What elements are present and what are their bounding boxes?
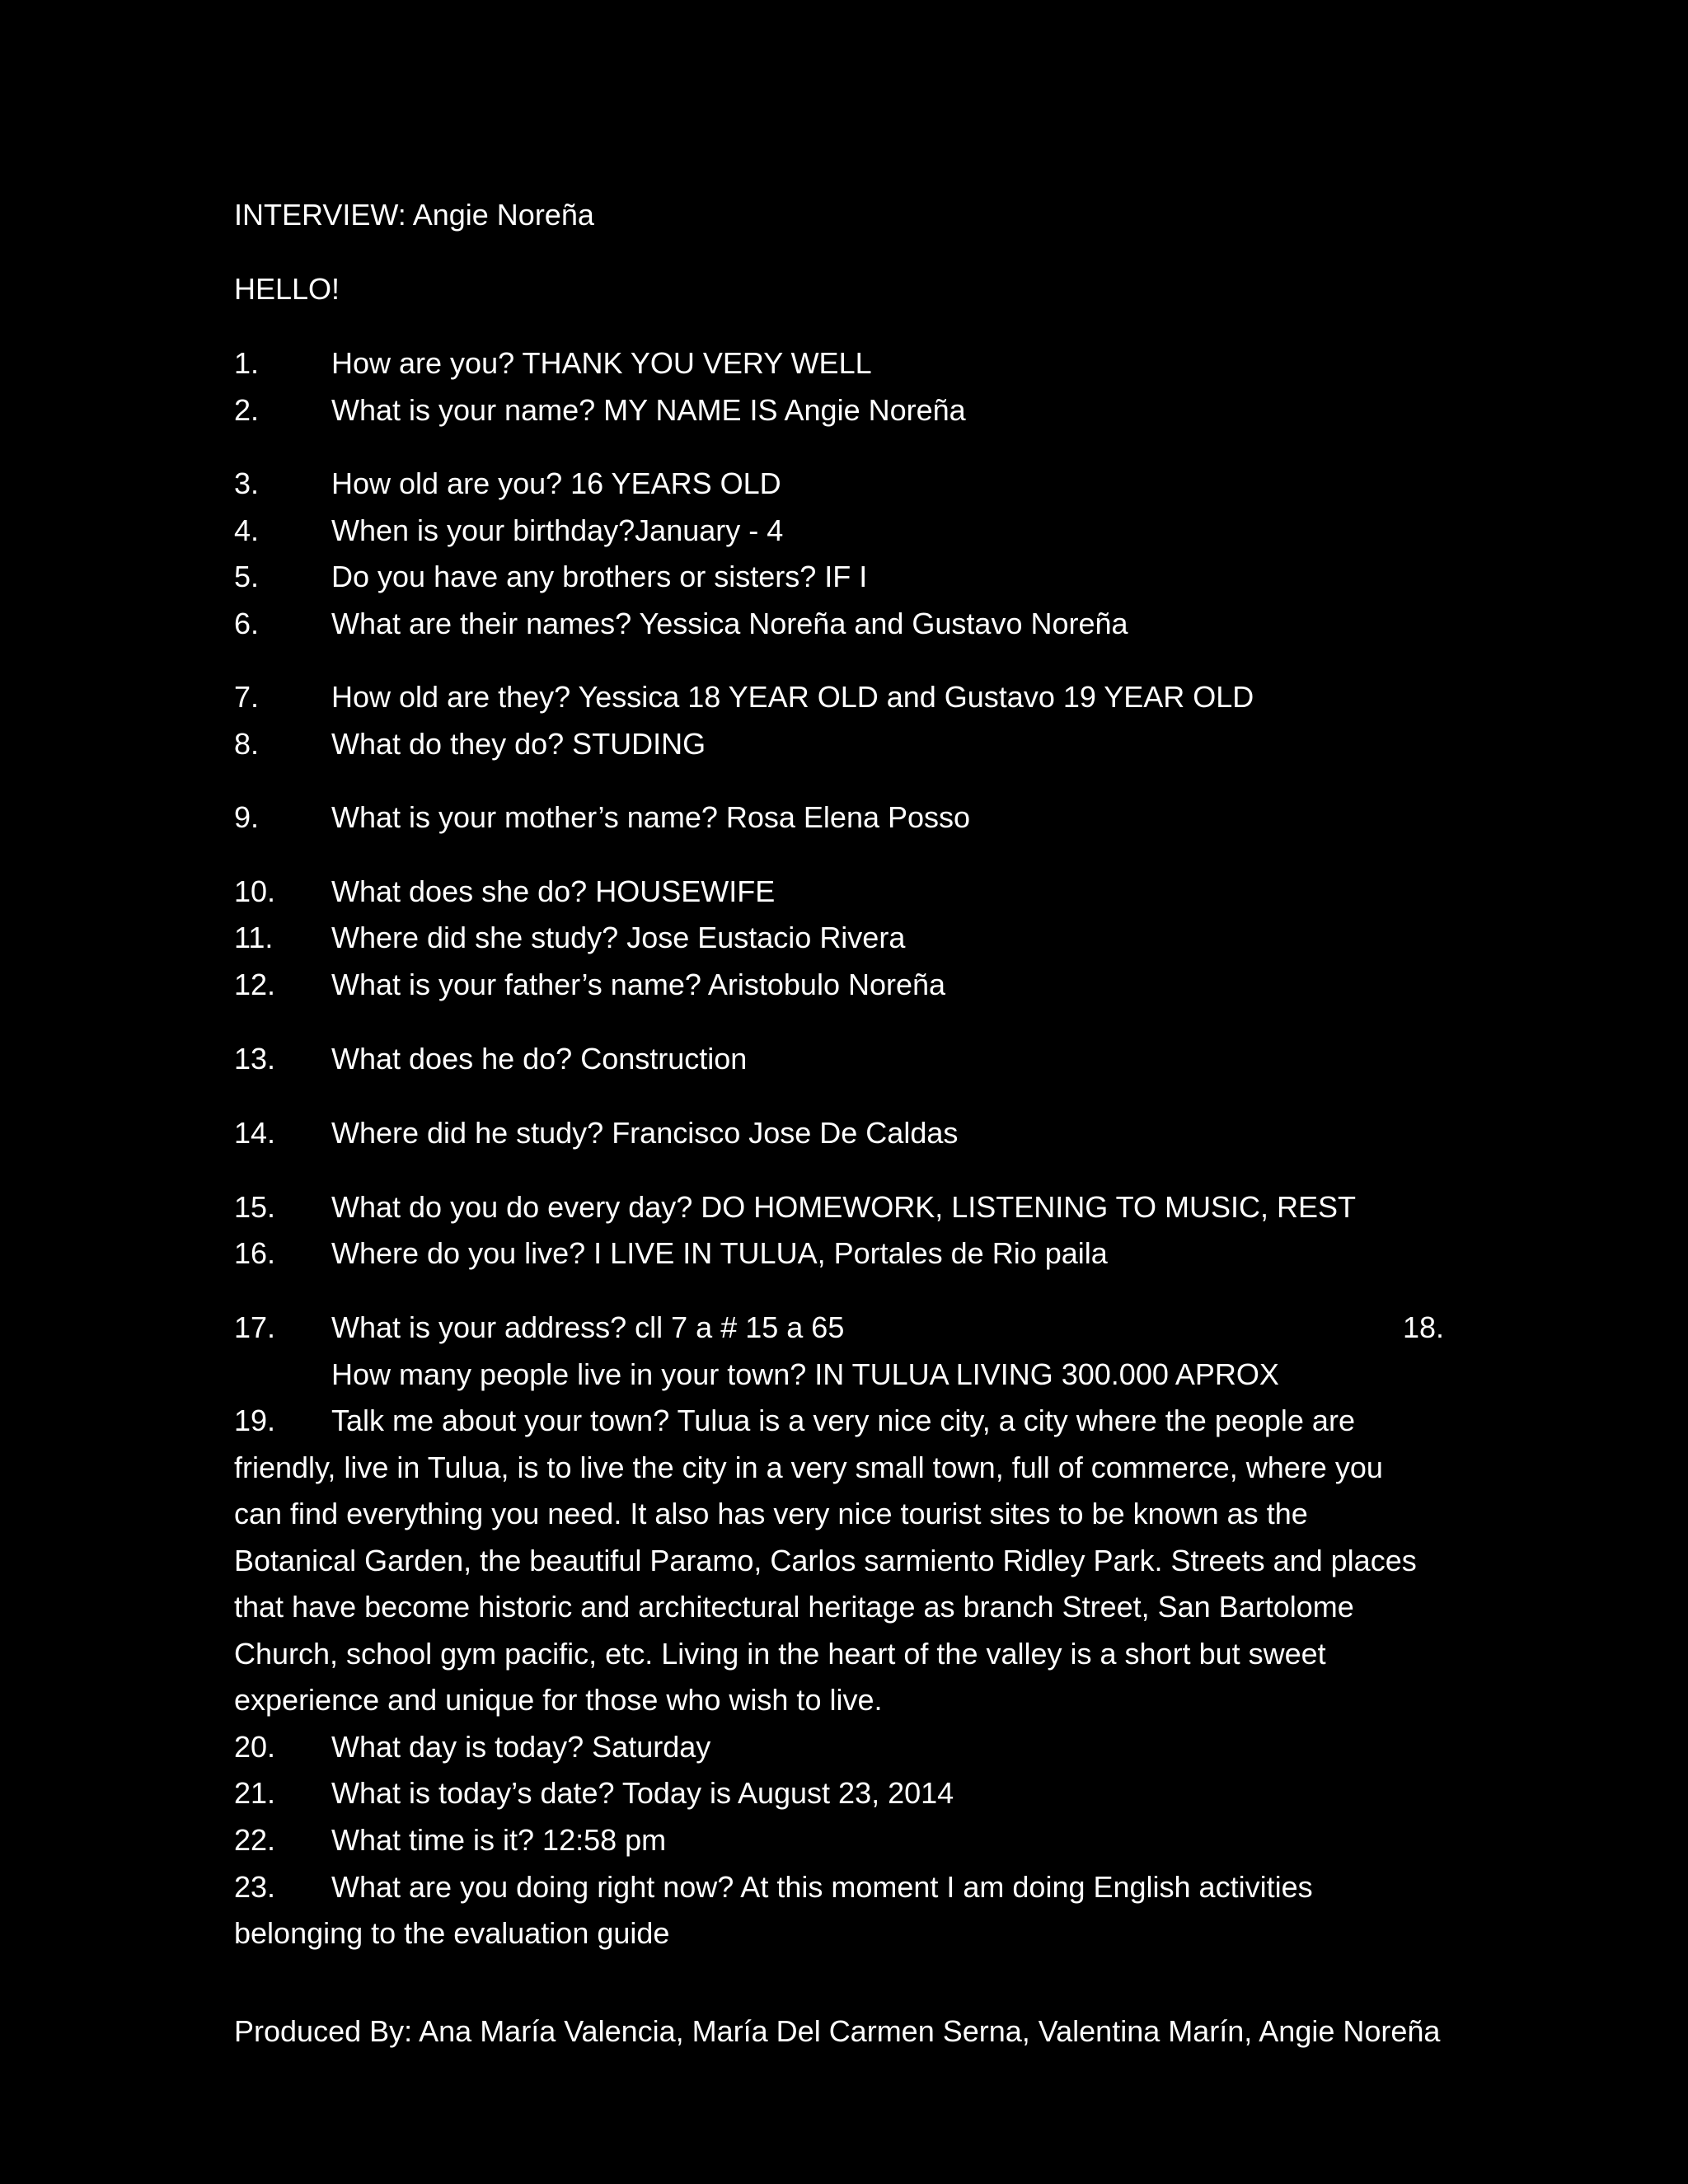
paragraph-line: Botanical Garden, the beautiful Paramo, Carlos sarmiento Ridley Park. Streets and places xyxy=(234,1544,1417,1577)
question-number: 6. xyxy=(234,607,260,640)
paragraph-line: can find everything you need. It also has very nice tourist sites to be known as the xyxy=(234,1497,1308,1530)
question-text: How many people live in your town? IN TULUA LIVING 300.000 APROX xyxy=(331,1357,1279,1391)
question-number: 13. xyxy=(234,1042,276,1076)
question-number: 1. xyxy=(234,346,260,380)
question-text: What is your address? cll 7 a # 15 a 65 xyxy=(331,1310,845,1344)
paragraph-line: belonging to the evaluation guide xyxy=(234,1916,670,1950)
question-text: What does she do? HOUSEWIFE xyxy=(331,874,776,908)
paragraph-line: experience and unique for those who wish to live. xyxy=(234,1683,883,1717)
question-number: 14. xyxy=(234,1116,276,1150)
question-number: 21. xyxy=(234,1776,276,1810)
question-number: 7. xyxy=(234,680,260,714)
question-number: 11. xyxy=(234,921,274,954)
question-number: 9. xyxy=(234,800,260,834)
question-number: 17. xyxy=(234,1310,276,1344)
question-number: 2. xyxy=(234,393,260,427)
question-number: 23. xyxy=(234,1870,276,1904)
question-text: How old are they? Yessica 18 YEAR OLD and Gustavo 19 YEAR OLD xyxy=(331,680,1254,714)
greeting: HELLO! xyxy=(234,272,340,306)
question-text: What are you doing right now? At this moment I am doing English activities xyxy=(331,1870,1313,1904)
question-number: 10. xyxy=(234,874,276,908)
question-number: 5. xyxy=(234,560,260,593)
question-number: 12. xyxy=(234,968,276,1001)
question-text: What do they do? STUDING xyxy=(331,727,706,761)
question-number: 16. xyxy=(234,1236,276,1270)
credits: Produced By: Ana María Valencia, María Del Carmen Serna, Valentina Marín, Angie Noreña xyxy=(234,2014,1441,2048)
question-text: What is today’s date? Today is August 23, 2014 xyxy=(331,1776,954,1810)
question-text: What does he do? Construction xyxy=(331,1042,748,1076)
question-text: How are you? THANK YOU VERY WELL xyxy=(331,346,872,380)
question-number: 22. xyxy=(234,1823,276,1857)
paragraph-line: Church, school gym pacific, etc. Living in the heart of the valley is a short but sweet xyxy=(234,1637,1326,1671)
question-text: What time is it? 12:58 pm xyxy=(331,1823,667,1857)
question-number: 8. xyxy=(234,727,260,761)
question-text: How old are you? 16 YEARS OLD xyxy=(331,466,781,500)
document-title: INTERVIEW: Angie Noreña xyxy=(234,198,594,232)
question-number: 15. xyxy=(234,1190,276,1224)
question-text: What is your name? MY NAME IS Angie Noreña xyxy=(331,393,966,427)
question-text: Where did he study? Francisco Jose De Caldas xyxy=(331,1116,959,1150)
question-text: Do you have any brothers or sisters? IF I xyxy=(331,560,868,593)
question-text: What is your father’s name? Aristobulo Noreña xyxy=(331,968,946,1001)
question-text: What are their names? Yessica Noreña and Gustavo Noreña xyxy=(331,607,1128,640)
paragraph-line: friendly, live in Tulua, is to live the city in a very small town, full of commerce, where you xyxy=(234,1451,1383,1484)
question-text: What day is today? Saturday xyxy=(331,1730,711,1764)
question-number: 18. xyxy=(1403,1310,1445,1344)
question-text: What is your mother’s name? Rosa Elena Posso xyxy=(331,800,971,834)
question-text: Where do you live? I LIVE IN TULUA, Portales de Rio paila xyxy=(331,1236,1108,1270)
question-number: 3. xyxy=(234,466,260,500)
question-text: Where did she study? Jose Eustacio Rivera xyxy=(331,921,906,954)
question-text: When is your birthday?January - 4 xyxy=(331,513,784,547)
question-text: What do you do every day? DO HOMEWORK, LISTENING TO MUSIC, REST xyxy=(331,1190,1357,1224)
paragraph-line: that have become historic and architectural heritage as branch Street, San Bartolome xyxy=(234,1590,1354,1624)
question-number: 19. xyxy=(234,1404,276,1437)
question-number: 20. xyxy=(234,1730,276,1764)
question-number: 4. xyxy=(234,513,260,547)
question-text: Talk me about your town? Tulua is a very nice city, a city where the people are xyxy=(331,1404,1355,1437)
